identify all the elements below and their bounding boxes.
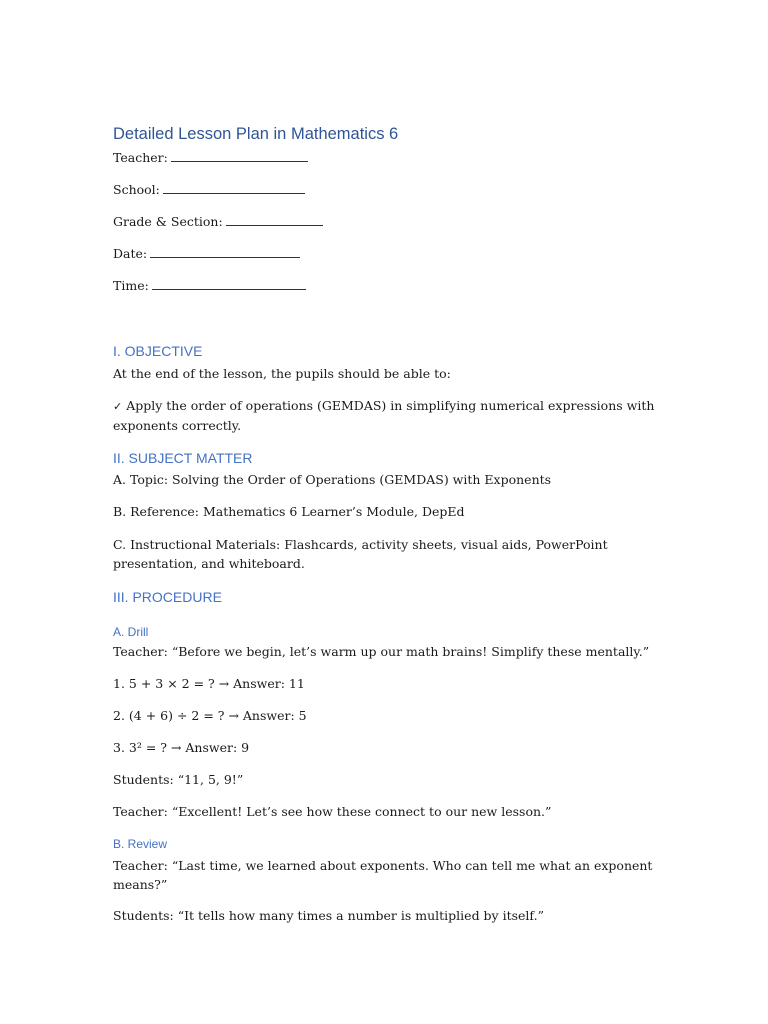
review-teacher: Teacher: “Last time, we learned about exponents. Who can tell me what an exponent means?”	[113, 858, 653, 892]
school-label: School:	[113, 182, 160, 197]
grade-section-field	[113, 213, 323, 231]
review-students: Students: “It tells how many times a number is multiplied by itself.”	[113, 908, 544, 923]
objective-item	[113, 397, 658, 435]
subject-materials: C. Instructional Materials: Flashcards, activity sheets, visual aids, PowerPoint presentation, and whiteboard.	[113, 537, 608, 571]
objective-heading: I. OBJECTIVE	[113, 343, 203, 359]
date-blank	[150, 245, 300, 258]
teacher-field	[113, 149, 308, 167]
review-heading: B. Review	[113, 837, 168, 851]
grade-section-blank	[226, 213, 323, 226]
date-label: Date:	[113, 246, 148, 261]
time-blank	[152, 277, 306, 290]
subject-reference: B. Reference: Mathematics 6 Learner’s Module, DepEd	[113, 504, 465, 519]
document-title: Detailed Lesson Plan in Mathematics 6	[113, 125, 399, 143]
procedure-heading: III. PROCEDURE	[113, 589, 222, 605]
subject-topic: A. Topic: Solving the Order of Operations (GEMDAS) with Exponents	[113, 472, 552, 487]
drill-teacher-close: Teacher: “Excellent! Let’s see how these connect to our new lesson.”	[113, 804, 552, 819]
school-field	[113, 181, 305, 199]
time-label: Time:	[113, 278, 149, 293]
subject-matter-heading: II. SUBJECT MATTER	[113, 450, 253, 466]
grade-section-label: Grade & Section:	[113, 214, 223, 229]
date-field	[113, 245, 300, 263]
drill-item-3: 3. 3² = ? → Answer: 9	[113, 740, 250, 755]
drill-heading: A. Drill	[113, 625, 149, 639]
drill-students: Students: “11, 5, 9!”	[113, 772, 244, 787]
drill-item-2: 2. (4 + 6) ÷ 2 = ? → Answer: 5	[113, 708, 307, 723]
teacher-blank	[171, 149, 308, 162]
teacher-label: Teacher:	[113, 150, 168, 165]
drill-item-1: 1. 5 + 3 × 2 = ? → Answer: 11	[113, 676, 305, 691]
drill-teacher-intro: Teacher: “Before we begin, let’s warm up our math brains! Simplify these mentally.”	[113, 644, 650, 659]
time-field	[113, 277, 306, 295]
school-blank	[163, 181, 305, 194]
check-icon: ✓	[113, 400, 123, 413]
objective-intro: At the end of the lesson, the pupils should be able to:	[113, 366, 451, 381]
objective-item-text: Apply the order of operations (GEMDAS) in simplifying numerical expressions with exponents correctly.	[113, 398, 655, 433]
